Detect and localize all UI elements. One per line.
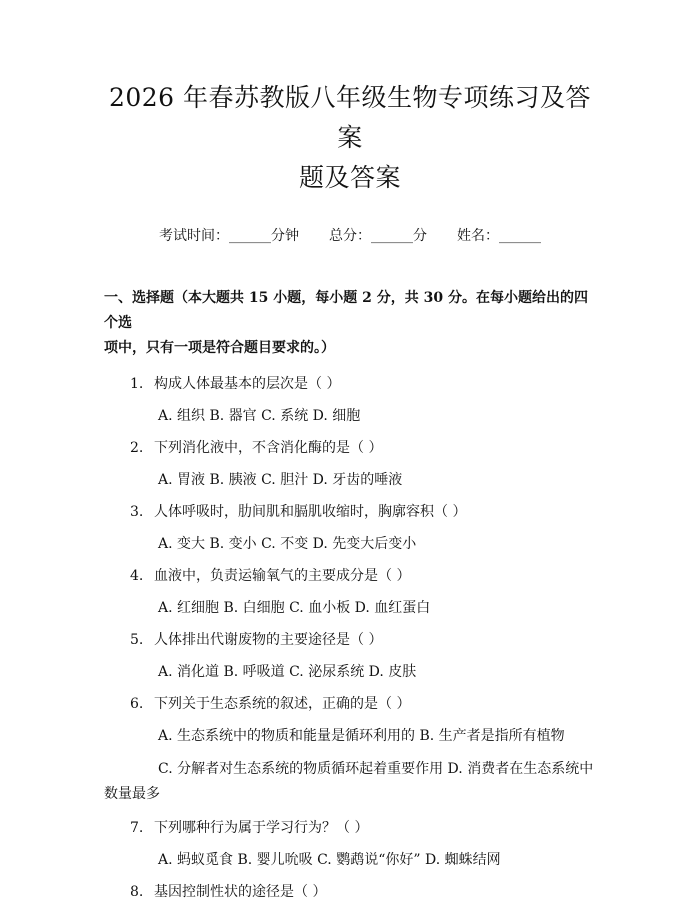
question-stem: 人体呼吸时，肋间肌和膈肌收缩时，胸廓容积（ ）: [154, 504, 467, 520]
question: [104, 373, 596, 395]
options-line-continued: 数量最多: [104, 786, 160, 802]
question: [104, 437, 596, 459]
question: [104, 629, 596, 651]
question-stem: 下列哪种行为属于学习行为？（ ）: [154, 820, 369, 836]
section-heading-line-1: 一、选择题（本大题共 15 小题，每小题 2 分，共 30 分。在每小题给出的四个选: [104, 290, 588, 331]
question-options: A. 蚂蚁觅食 B. 婴儿吮吸 C. 鹦鹉说“你好” D. 蜘蛛结网: [158, 852, 501, 868]
exam-meta: [104, 226, 596, 246]
document-title: [104, 0, 596, 198]
title-line-2: 题及答案: [298, 163, 401, 192]
section-heading: [104, 286, 596, 361]
question: [104, 693, 596, 715]
question-number: 4.: [130, 568, 144, 584]
options-line: C. 分解者对生态系统的物质循环起着重要作用 D. 消费者在生态系统中: [158, 761, 594, 777]
question-number: 1.: [130, 376, 144, 392]
student-name: 姓名：______: [457, 228, 541, 244]
question-options: A. 消化道 B. 呼吸道 C. 泌尿系统 D. 皮肤: [158, 664, 417, 680]
question-stem: 下列关于生态系统的叙述，正确的是（ ）: [154, 696, 411, 712]
question-number: 5.: [130, 632, 144, 648]
total-score: 总分：______分: [329, 228, 427, 244]
section-heading-line-2: 项中，只有一项是符合题目要求的。）: [104, 340, 335, 356]
question-options: A. 组织 B. 器官 C. 系统 D. 细胞: [158, 408, 361, 424]
question-number: 7.: [130, 820, 144, 836]
question: [104, 817, 596, 839]
question: [104, 565, 596, 587]
title-line-1: 2026 年春苏教版八年级生物专项练习及答案: [108, 83, 592, 152]
question-stem: 构成人体最基本的层次是（ ）: [154, 376, 341, 392]
question-options: A. 胃液 B. 胰液 C. 胆汁 D. 牙齿的唾液: [158, 472, 403, 488]
question-stem: 血液中，负责运输氧气的主要成分是（ ）: [154, 568, 411, 584]
question-number: 3.: [130, 504, 144, 520]
question-options-wrapped: [104, 757, 596, 807]
question-number: 2.: [130, 440, 144, 456]
question-number: 8.: [130, 884, 144, 900]
question-options: A. 生态系统中的物质和能量是循环利用的 B. 生产者是指所有植物: [158, 728, 565, 744]
question-stem: 下列消化液中，不含消化酶的是（ ）: [154, 440, 383, 456]
question-stem: 基因控制性状的途径是（ ）: [154, 884, 327, 900]
question: [104, 501, 596, 523]
question-number: 6.: [130, 696, 144, 712]
question-stem: 人体排出代谢废物的主要途径是（ ）: [154, 632, 383, 648]
question: [104, 881, 596, 903]
question-options: A. 红细胞 B. 白细胞 C. 血小板 D. 血红蛋白: [158, 600, 431, 616]
question-options: A. 变大 B. 变小 C. 不变 D. 先变大后变小: [158, 536, 417, 552]
exam-time: 考试时间：______分钟: [159, 228, 299, 244]
